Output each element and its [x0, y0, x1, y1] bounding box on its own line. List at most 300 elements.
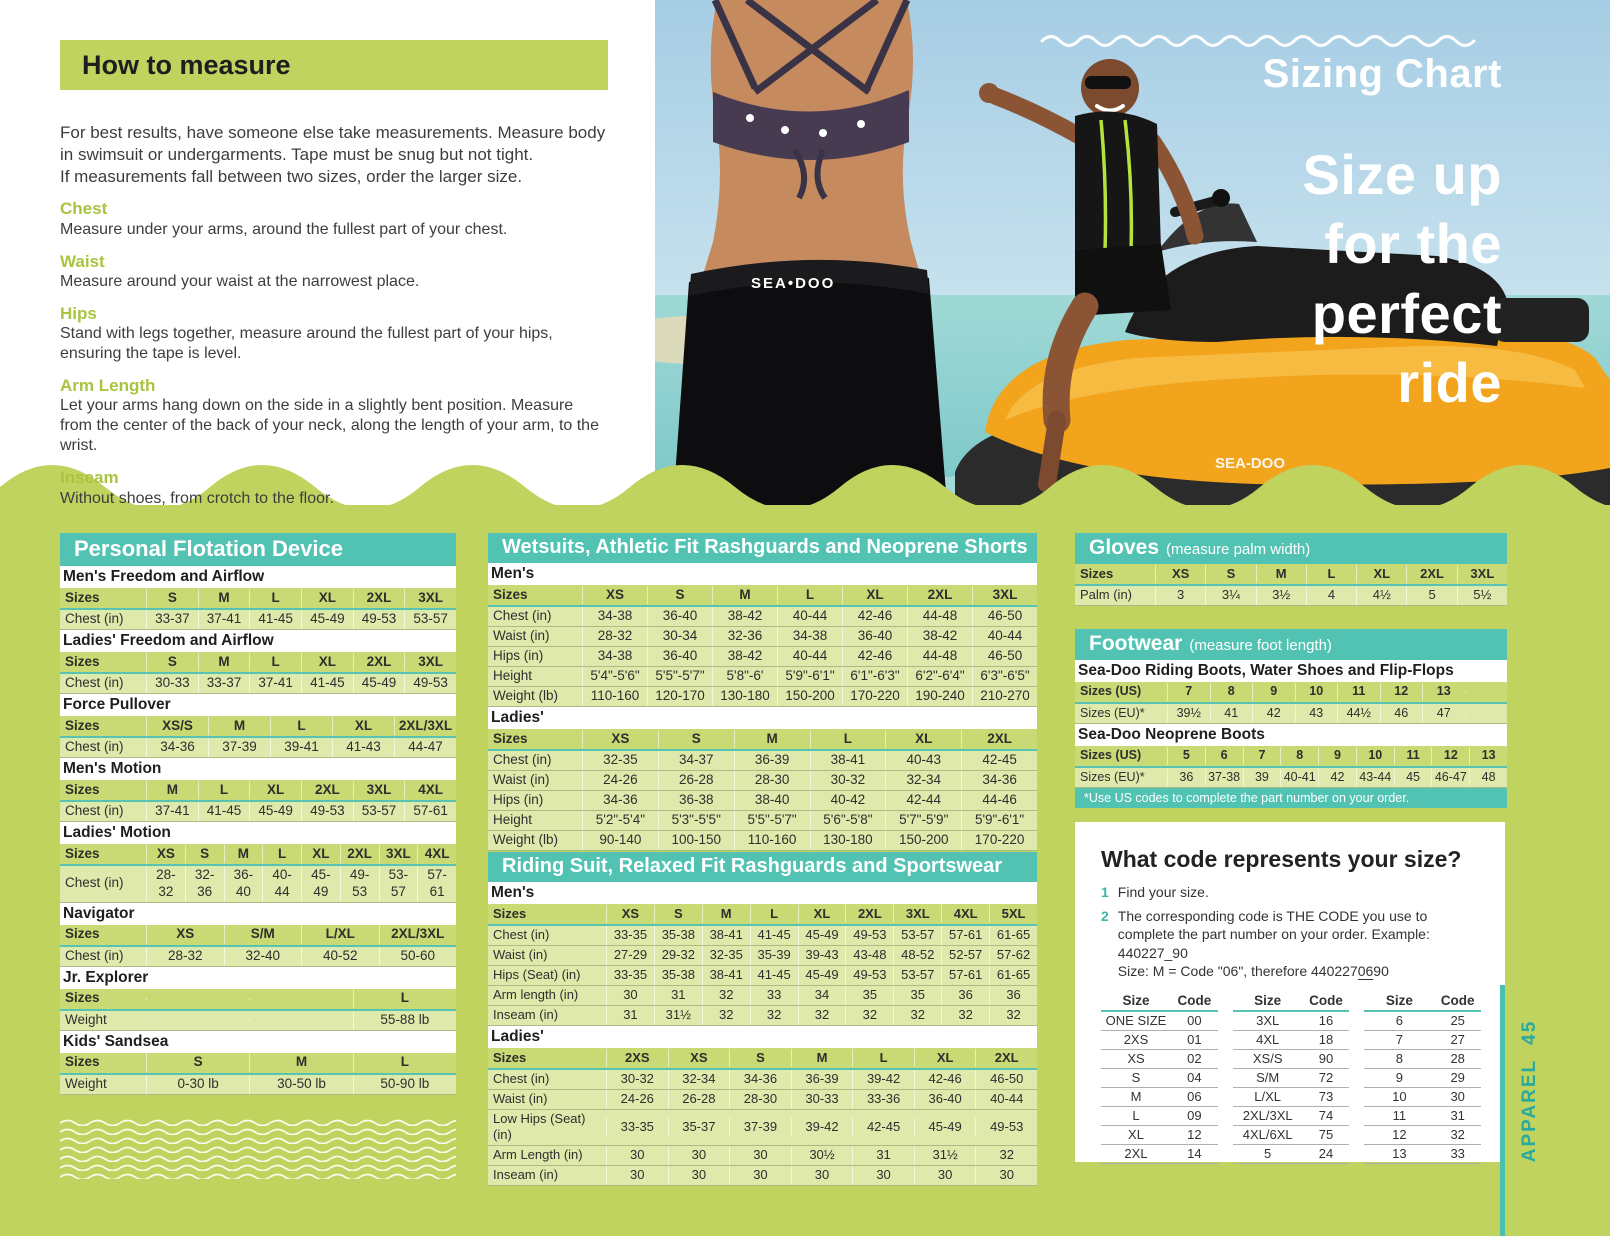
size-cell: 36-40	[224, 866, 263, 902]
size-cell: XS	[582, 730, 658, 749]
size-cell: L	[750, 905, 798, 923]
code-size-header: Size	[1122, 992, 1150, 1008]
measure-item-heading: Waist	[60, 251, 105, 271]
code-code-value: 28	[1450, 1051, 1465, 1067]
size-cell: 39-43	[798, 946, 846, 964]
size-cell: 2XL	[301, 781, 353, 800]
code-row	[1233, 1088, 1350, 1107]
code-size-value: 2XS	[1123, 1032, 1149, 1048]
size-cell: 31	[606, 1006, 654, 1024]
row-label: Arm length (in)	[493, 987, 579, 1003]
size-cell: 33-37	[146, 610, 198, 629]
step-text	[1118, 883, 1209, 901]
size-cell: L	[810, 730, 886, 749]
table-header-row	[60, 1053, 456, 1075]
size-cell: 3XL	[404, 589, 456, 608]
size-cell: 32	[845, 1006, 893, 1024]
code-size-value: 2XL	[1124, 1146, 1148, 1162]
size-cell: L	[270, 717, 332, 736]
row-label: Sizes	[65, 845, 100, 861]
size-cell: S/M	[224, 925, 302, 944]
size-cell: 35-38	[654, 926, 702, 944]
step-text-line: Find your size.	[1117, 884, 1209, 900]
code-code-value: 75	[1318, 1127, 1334, 1143]
size-cell: 30	[914, 1166, 976, 1184]
table-title-text: Riding Suit, Relaxed Fit Rashguards and Sportswear	[502, 855, 1003, 877]
table-data-row	[1075, 586, 1507, 606]
code-size-value: 6	[1395, 1013, 1403, 1029]
size-cell: L	[353, 1053, 456, 1072]
size-cell: 5'5"-5'7"	[647, 667, 712, 686]
size-cell: 53-57	[893, 926, 941, 944]
size-cell: 39½	[1167, 705, 1210, 723]
size-cell: 3XL	[353, 781, 405, 800]
code-row	[1364, 1145, 1481, 1164]
size-cell: XL	[885, 730, 961, 749]
row-label: Low Hips (Seat) (in)	[493, 1111, 586, 1143]
code-size-value: 4XL	[1256, 1032, 1280, 1048]
size-cell: 42-44	[885, 791, 961, 810]
size-cell: 150-200	[885, 831, 961, 850]
size-cell	[146, 1019, 249, 1021]
size-cell: 53-57	[353, 802, 405, 821]
table-header-row	[60, 652, 456, 674]
size-cell: 6'3"-6'5"	[972, 667, 1037, 686]
size-cell: 42-45	[852, 1118, 914, 1136]
row-label: Sizes	[1080, 565, 1114, 581]
size-cell: 38-40	[734, 791, 810, 810]
size-cell: 37-39	[729, 1118, 791, 1136]
row-label: Sizes (US)	[1080, 748, 1142, 763]
code-group	[1233, 993, 1350, 1164]
code-size-value: 10	[1392, 1089, 1407, 1105]
size-cell: 30	[729, 1166, 791, 1184]
size-cell: 6'1"-6'3"	[842, 667, 907, 686]
size-cell: 42-46	[842, 607, 907, 626]
size-cell: XS	[606, 905, 654, 923]
size-cell: 31	[852, 1146, 914, 1164]
size-cell: 42-46	[914, 1070, 976, 1088]
size-cell: M	[702, 905, 750, 923]
size-cell: 36-39	[734, 751, 810, 770]
size-cell: 13	[1469, 747, 1507, 765]
size-cell: XS	[146, 925, 224, 944]
size-cell: 36-39	[791, 1070, 853, 1088]
size-cell: 36	[1167, 769, 1205, 787]
table-header-row	[60, 716, 456, 738]
code-size-header: Size	[1254, 992, 1282, 1008]
code-step-1	[1101, 883, 1481, 901]
size-cell: 12	[1380, 683, 1423, 701]
size-cell: 57-61	[417, 866, 456, 902]
size-cell: 3XL	[404, 653, 456, 672]
size-cell: 40-44	[972, 627, 1037, 646]
code-code-value: 14	[1187, 1146, 1202, 1162]
size-cell: 24-26	[606, 1090, 668, 1108]
code-group	[1101, 993, 1218, 1164]
table-data-row	[488, 791, 1037, 811]
step-number: 1	[1101, 884, 1109, 900]
size-cell: 44½	[1337, 705, 1380, 723]
size-cell: 5'9"-6'1"	[961, 811, 1037, 830]
size-cell: S	[729, 1049, 791, 1067]
size-cell: 130-180	[712, 687, 777, 706]
size-cell: 40-44	[262, 866, 301, 902]
size-cell: 32	[702, 986, 750, 1004]
table-header-row	[1075, 564, 1507, 586]
size-cell: 28-30	[734, 771, 810, 790]
size-cell: 3XL	[379, 845, 418, 864]
size-cell: XL	[842, 586, 907, 605]
size-cell: L	[852, 1049, 914, 1067]
table-data-row	[488, 667, 1037, 687]
size-cell: 5XL	[989, 905, 1037, 923]
code-size-value: S/M	[1256, 1070, 1280, 1086]
code-row	[1101, 1050, 1218, 1069]
table-section-label: Men's	[488, 563, 1037, 585]
size-cell: 34-37	[658, 751, 734, 770]
size-cell: 24-26	[582, 771, 658, 790]
size-cell: 43-44	[1356, 769, 1394, 787]
size-cell: 36-40	[647, 647, 712, 666]
size-cell: 41	[1210, 705, 1253, 723]
table-header-row	[488, 585, 1037, 607]
size-cell: 57-61	[941, 926, 989, 944]
size-cell: M	[208, 717, 270, 736]
size-cell: 3½	[1256, 586, 1306, 604]
side-tab-label: APPAREL	[1519, 1058, 1540, 1163]
table-data-row	[488, 1070, 1037, 1090]
size-cell: 5'4"-5'6"	[582, 667, 647, 686]
size-cell: 2XL	[340, 845, 379, 864]
size-cell: 41-45	[301, 674, 353, 693]
step-number: 2	[1101, 908, 1109, 925]
size-cell: XL	[798, 905, 846, 923]
size-cell: 170-220	[842, 687, 907, 706]
size-cell	[249, 1019, 352, 1021]
table-section-label: Jr. Explorer	[60, 967, 456, 989]
table-data-row	[60, 674, 456, 694]
size-cell: 47	[1422, 705, 1465, 723]
table-data-row	[488, 831, 1037, 851]
size-cell: 55-88 lb	[353, 1011, 456, 1030]
code-group-header	[1233, 993, 1350, 1012]
size-cell: 49-53	[301, 802, 353, 821]
size-cell: 3XL	[972, 586, 1037, 605]
code-row	[1233, 1145, 1350, 1164]
table-section-label: Ladies'	[488, 1026, 1037, 1048]
size-cell: 30	[606, 1146, 668, 1164]
riding-suit-size-table	[488, 852, 1037, 1186]
size-cell: 5½	[1457, 586, 1507, 604]
intro-paragraph: For best results, have someone else take measurements. Measure body in swimsuit or undergarments. Tape must be snug but not tight.	[60, 123, 606, 164]
size-cell: 5'9"-6'1"	[777, 667, 842, 686]
wave-pattern-decoration	[60, 1117, 456, 1179]
size-cell: 49-53	[975, 1118, 1037, 1136]
size-cell: 26-28	[668, 1090, 730, 1108]
size-cell: 110-160	[582, 687, 647, 706]
size-cell: 30	[606, 1166, 668, 1184]
size-cell: 34-38	[582, 647, 647, 666]
size-cell: 32	[702, 1006, 750, 1024]
code-row	[1364, 1126, 1481, 1145]
size-cell: 53-57	[404, 610, 456, 629]
measure-item-heading: Arm Length	[60, 376, 156, 395]
sizing-chart-title: Sizing Chart	[1262, 52, 1502, 96]
waistband-logo: SEA•DOO	[751, 275, 836, 292]
code-code-header: Code	[1177, 992, 1212, 1008]
code-code-value: 25	[1450, 1013, 1465, 1029]
size-cell: 5'5"-5'7"	[734, 811, 810, 830]
table-header-row	[488, 1048, 1037, 1070]
size-cell: M	[198, 589, 250, 608]
size-cell: 48	[1469, 769, 1507, 787]
size-cell: 35-37	[668, 1118, 730, 1136]
code-size-value: 12	[1392, 1127, 1407, 1143]
size-cell: 41-45	[750, 926, 798, 944]
table-section-label: Sea-Doo Riding Boots, Water Shoes and Flip-Flops	[1075, 660, 1507, 682]
size-cell: 40-44	[777, 647, 842, 666]
code-code-header: Code	[1440, 992, 1475, 1008]
size-cell: 34-38	[582, 607, 647, 626]
row-label: Sizes	[65, 990, 100, 1006]
size-cell: 28-30	[729, 1090, 791, 1108]
code-size-value: 11	[1392, 1108, 1407, 1124]
size-cell: 32	[893, 1006, 941, 1024]
row-label: Chest (in)	[493, 608, 552, 624]
how-to-measure-title: How to measure	[82, 49, 291, 80]
table-section-label: Ladies' Freedom and Airflow	[60, 630, 456, 652]
measure-item-text: Without shoes, from crotch to the floor.	[60, 489, 334, 507]
hero-tagline-line: perfect	[1311, 281, 1502, 345]
table-data-row	[60, 802, 456, 822]
hero-tagline-line: ride	[1397, 351, 1502, 415]
size-cell: 44-47	[394, 738, 456, 757]
size-cell: 32	[750, 1006, 798, 1024]
code-size-value: 8	[1395, 1051, 1403, 1067]
row-label: Sizes	[65, 717, 100, 733]
code-group-header	[1364, 993, 1481, 1012]
size-cell: 5'3"-5'5"	[658, 811, 734, 830]
size-cell: 11	[1337, 683, 1380, 701]
size-cell: 3	[1155, 586, 1205, 604]
size-cell: 34-36	[582, 791, 658, 810]
size-cell: XL	[1356, 565, 1406, 583]
measure-item-heading: Inseam	[60, 468, 119, 488]
size-cell: 36-40	[914, 1090, 976, 1108]
size-cell: M	[146, 781, 198, 800]
size-cell: 170-220	[961, 831, 1037, 850]
size-cell: 45-49	[301, 866, 340, 902]
size-cell: 40-52	[301, 947, 379, 966]
size-cell: 5	[1406, 586, 1456, 604]
size-cell: 2XL/3XL	[394, 717, 456, 736]
size-cell: 49-53	[340, 866, 379, 902]
code-size-value: 5	[1264, 1146, 1272, 1162]
table-header-row	[60, 780, 456, 802]
example-prefix: Size: M = Code "06", therefore 440227	[1117, 962, 1358, 979]
table-data-row	[60, 947, 456, 967]
size-cell: 50-60	[379, 947, 457, 966]
code-code-value: 12	[1187, 1127, 1202, 1143]
size-cell: 50-90 lb	[353, 1075, 456, 1094]
size-cell: 57-61	[941, 966, 989, 984]
row-label: Chest (in)	[65, 675, 124, 691]
row-label: Weight (lb)	[493, 688, 559, 704]
size-cell: 110-160	[734, 831, 810, 850]
table-data-row	[488, 771, 1037, 791]
table-data-row	[60, 1075, 456, 1095]
size-cell: 45-49	[301, 610, 353, 629]
size-cell: 44-46	[961, 791, 1037, 810]
code-size-value: 7	[1395, 1032, 1403, 1048]
table-section-label: Men's	[488, 882, 1037, 904]
table-subtitle: (measure palm width)	[1166, 541, 1311, 558]
row-label: Sizes	[493, 586, 528, 602]
row-label: Sizes (US)	[1080, 684, 1142, 699]
size-cell: 42-46	[842, 647, 907, 666]
table-section-label: Men's Freedom and Airflow	[60, 566, 456, 588]
size-cell: 2XL	[907, 586, 972, 605]
row-label: Weight	[65, 1011, 107, 1027]
size-cell: 35-39	[750, 946, 798, 964]
size-cell: 32-34	[668, 1070, 730, 1088]
code-row	[1101, 1145, 1218, 1164]
size-cell: 39	[1243, 769, 1281, 787]
size-cell: 190-240	[907, 687, 972, 706]
table-header-row	[60, 989, 456, 1011]
size-cell: 32-35	[702, 946, 750, 964]
table-footnote: *Use US codes to complete the part number on your order.	[1075, 788, 1507, 808]
code-row	[1101, 1012, 1218, 1031]
size-cell: 32-40	[224, 947, 302, 966]
table-data-row	[488, 926, 1037, 946]
row-label: Chest (in)	[493, 752, 552, 768]
size-cell: L/XL	[301, 925, 379, 944]
table-section-label: Ladies'	[488, 707, 1037, 729]
table-header-row	[60, 588, 456, 610]
size-cell: 31½	[654, 1006, 702, 1024]
size-cell: 4XL	[404, 781, 456, 800]
size-cell: 40-41	[1280, 769, 1318, 787]
table-data-row	[488, 687, 1037, 707]
size-cell: 35	[845, 986, 893, 1004]
size-cell	[1465, 691, 1508, 693]
size-cell: 38-42	[712, 607, 777, 626]
code-size-value: XS	[1127, 1051, 1145, 1067]
size-cell: XS	[146, 845, 185, 864]
size-cell: 32	[975, 1146, 1037, 1164]
size-cell: 45-49	[249, 802, 301, 821]
size-cell: 36	[941, 986, 989, 1004]
size-cell: 9	[1252, 683, 1295, 701]
size-cell: 43	[1295, 705, 1338, 723]
row-label: Height	[493, 668, 533, 684]
table-title-text: Footwear	[1089, 632, 1183, 655]
size-cell: 28-32	[146, 866, 185, 902]
size-cell: 30-33	[791, 1090, 853, 1108]
size-cell: 26-28	[658, 771, 734, 790]
size-cell: 130-180	[810, 831, 886, 850]
size-cell: 30-33	[146, 674, 198, 693]
size-cell: 31	[654, 986, 702, 1004]
size-cell: 30½	[791, 1146, 853, 1164]
jetski-hull-logo: SEA-DOO	[1215, 455, 1286, 472]
measure-item-text: Measure under your arms, around the fullest part of your chest.	[60, 220, 508, 238]
size-cell: 46-50	[972, 607, 1037, 626]
table-title-text: Personal Flotation Device	[74, 536, 343, 561]
size-cell: S	[654, 905, 702, 923]
size-cell: 4½	[1356, 586, 1406, 604]
size-cell: 5'2"-5'4"	[582, 811, 658, 830]
code-row	[1364, 1031, 1481, 1050]
size-cell: 45-49	[798, 926, 846, 944]
row-label: Waist (in)	[493, 947, 548, 963]
code-size-value: 2XL/3XL	[1242, 1108, 1293, 1124]
size-cell: XS/S	[146, 717, 208, 736]
code-row	[1364, 1107, 1481, 1126]
size-cell: 2XL	[1406, 565, 1456, 583]
table-data-row	[60, 1011, 456, 1031]
code-size-value: XL	[1128, 1127, 1144, 1143]
size-cell: 41-45	[249, 610, 301, 629]
table-header-row	[1075, 682, 1507, 704]
size-cell	[146, 998, 249, 1000]
table-section-label: Sea-Doo Neoprene Boots	[1075, 724, 1507, 746]
size-cell: 90-140	[582, 831, 658, 850]
size-cell: 43-48	[845, 946, 893, 964]
size-cell: XL	[332, 717, 394, 736]
code-size-value: XS/S	[1252, 1051, 1283, 1067]
size-cell: 42-45	[961, 751, 1037, 770]
size-cell: 0-30 lb	[146, 1075, 249, 1094]
code-code-value: 33	[1450, 1146, 1465, 1162]
wetsuits-size-table	[488, 533, 1037, 851]
size-cell: 36	[989, 986, 1037, 1004]
size-cell: 9	[1318, 747, 1356, 765]
size-cell: XS	[1155, 565, 1205, 583]
table-section-label: Kids' Sandsea	[60, 1031, 456, 1053]
size-cell: 40-44	[777, 607, 842, 626]
table-header-row	[488, 729, 1037, 751]
code-code-value: 32	[1450, 1127, 1465, 1143]
size-cell: 2XL	[845, 905, 893, 923]
measure-item-text: Stand with legs together, measure around the fullest part of your hips, ensuring the tape is level.	[60, 325, 553, 362]
footwear-size-table	[1075, 629, 1507, 808]
size-cell: 45-49	[353, 674, 405, 693]
size-cell: 30	[606, 986, 654, 1004]
code-row	[1233, 1126, 1350, 1145]
size-cell: M	[1256, 565, 1306, 583]
table-data-row	[60, 738, 456, 758]
table-subtitle: (measure foot length)	[1189, 637, 1332, 654]
measure-item-text: Measure around your waist at the narrowest place.	[60, 272, 420, 290]
size-cell: 33-36	[852, 1090, 914, 1108]
size-cell: L	[777, 586, 842, 605]
size-cell: 37-38	[1205, 769, 1243, 787]
size-cell: S	[647, 586, 712, 605]
size-cell: 32	[941, 1006, 989, 1024]
step-text-line: The corresponding code is THE CODE you use to complete the part number on your order. Example: 440227_90	[1117, 908, 1430, 961]
size-cell: M	[249, 1053, 352, 1072]
table-title-text: Wetsuits, Athletic Fit Rashguards and Neoprene Shorts	[502, 536, 1028, 558]
size-cell: 38-41	[702, 926, 750, 944]
row-label: Chest (in)	[65, 611, 124, 627]
size-cell: 34-36	[146, 738, 208, 757]
table-title	[488, 852, 1037, 882]
code-code-value: 00	[1187, 1013, 1202, 1029]
code-group	[1364, 993, 1481, 1164]
